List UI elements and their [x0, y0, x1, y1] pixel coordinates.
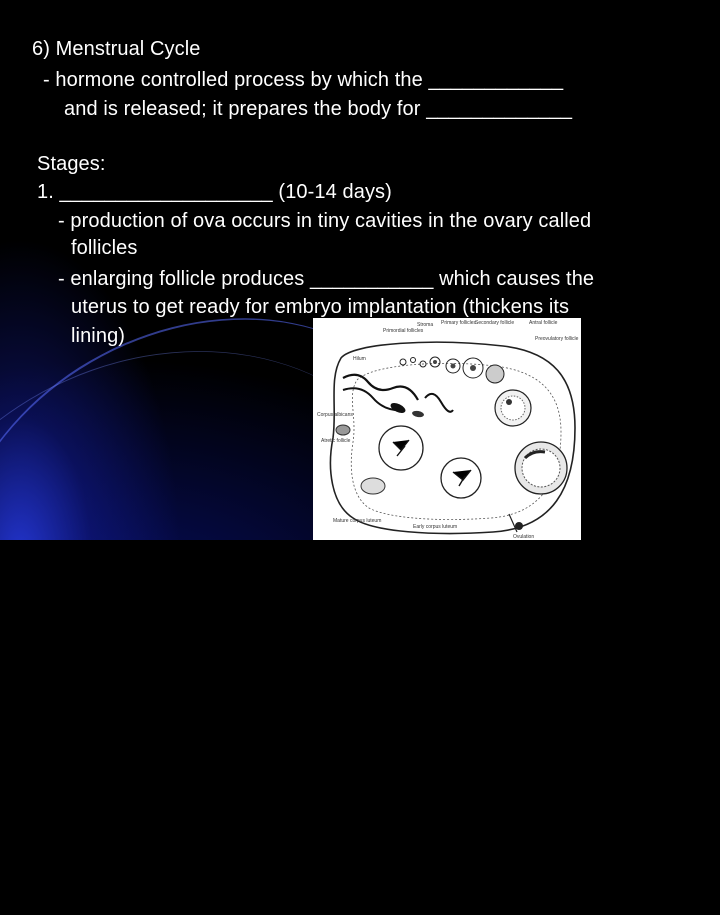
label-primordial-follicles: Primordial follicles	[383, 328, 424, 334]
stage-1: 1. ___________________ (10-14 days)	[37, 181, 392, 203]
label-antral-follicle: Antral follicle	[529, 320, 558, 326]
bullet-2-line-3: lining)	[71, 325, 126, 347]
label-primary-follicles: Primary follicles	[441, 320, 477, 326]
label-stroma: Stroma	[417, 322, 434, 328]
bullet-2-line-1: - enlarging follicle produces ___________ which causes the	[58, 268, 595, 290]
label-ovulation: Ovulation	[513, 534, 535, 540]
label-mature-corpus-luteum: Mature corpus luteum	[333, 518, 382, 524]
definition-line-2: and is released; it prepares the body for _____________	[64, 98, 573, 120]
definition-line-1: - hormone controlled process by which the ____________	[43, 69, 564, 91]
bullet-1-line-1: - production of ova occurs in tiny cavities in the ovary called	[58, 210, 592, 232]
label-hilum: Hilum	[353, 356, 366, 362]
ovary-diagram	[313, 318, 581, 540]
label-secondary-follicle: Secondary follicle	[475, 320, 515, 326]
stages-heading: Stages:	[37, 153, 106, 175]
label-early-corpus-luteum: Early corpus luteum	[413, 524, 458, 530]
label-corpus-albicans: Corpus albicans	[317, 412, 353, 418]
slide-heading: 6) Menstrual Cycle	[32, 38, 201, 60]
bullet-2-line-2: uterus to get ready for embryo implantation (thickens its	[71, 296, 570, 318]
label-preovulatory-follicle: Preovulatory follicle	[535, 336, 579, 342]
bullet-1-line-2: follicles	[71, 237, 138, 259]
label-atretic-follicle: Atretic follicle	[321, 438, 351, 444]
